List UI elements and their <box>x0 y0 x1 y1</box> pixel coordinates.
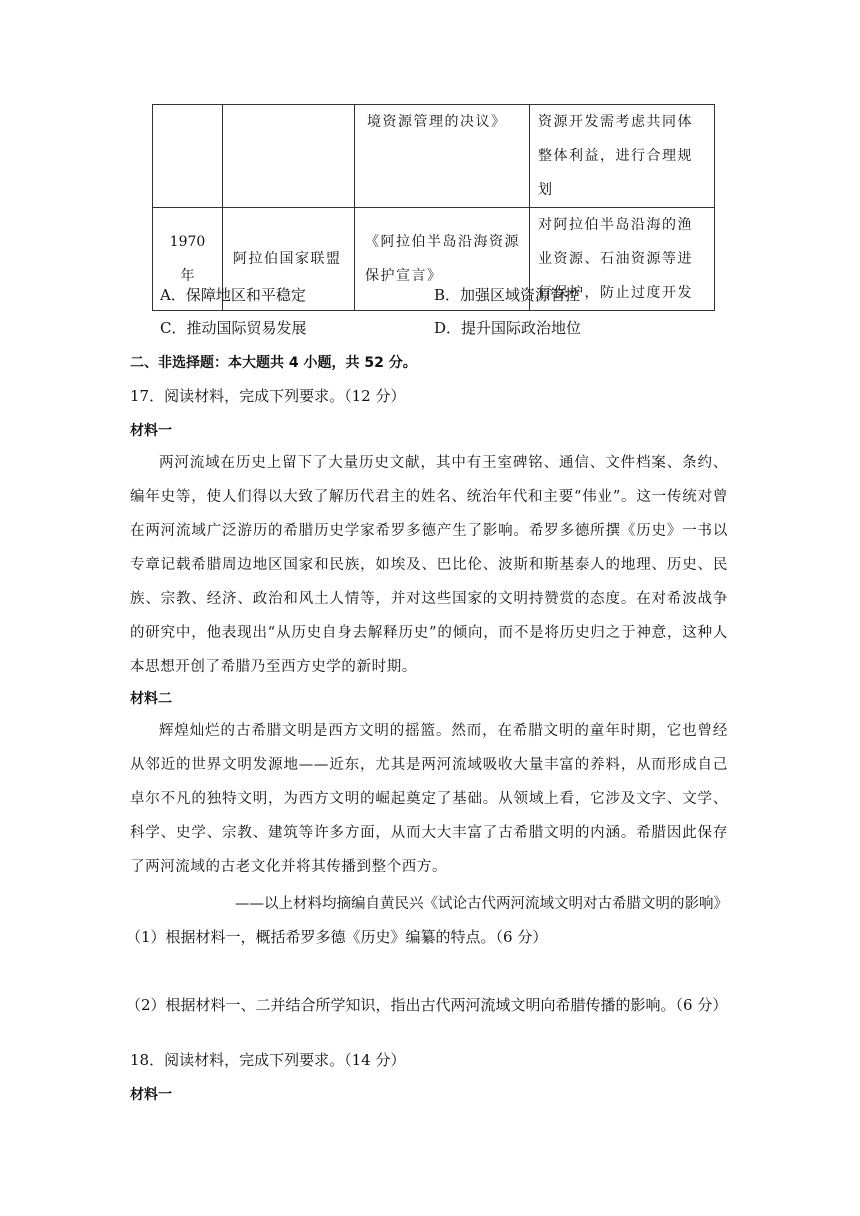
q17-sub-question-2: （2）根据材料一、二并结合所学知识，指出古代两河流域文明向希腊传播的影响。（6 分） <box>126 996 728 1014</box>
year-cell: 1970 年 <box>153 208 223 311</box>
q17-material2-text: 辉煌灿烂的古希腊文明是西方文明的摇篮。然而，在希腊文明的童年时期，它也曾经从邻近的世界文明发源地——近东，尤其是两河流域吸收大量丰富的养料，从而形成自己卓尔不凡的独特文明，为西方文明的崛起奠定了基础。从领域上看，它涉及文字、文学、科学、史学、宗教、建筑等许多方面，从而大大丰富了古希腊文明的内涵。希腊因此保存了两河流域的古老文化并将其传播到整个西方。 <box>130 723 728 875</box>
option-d[interactable]: D．提升国际政治地位 <box>434 319 582 337</box>
actor-cell <box>223 105 355 208</box>
q17-source: ——以上材料均摘编自黄民兴《试论古代两河流域文明对古希腊文明的影响》 <box>235 896 728 912</box>
q17-material2-label: 材料二 <box>130 691 172 707</box>
q17-sub-question-1: （1）根据材料一，概括希罗多德《历史》编纂的特点。（6 分） <box>126 928 548 946</box>
q17-material1-text: 两河流域在历史上留下了大量历史文献，其中有王室碑铭、通信、文件档案、条约、编年史等，使人们得以大致了解历代君主的姓名、统治年代和主要“伟业”。这一传统对曾在两河流域广泛游历的希腊历史学家希罗多德产生了影响。希罗多德所撰《历史》一书以专章记载希腊周边地区国家和民族，如埃及、巴比伦、波斯和斯基泰人的地理、历史、民族、宗教、经济、政治和风土人情等，并对这些国家的文明持赞赏的态度。在对希波战争的研究中，他表现出“从历史自身去解释历史”的倾向，而不是将历史归之于神意，这种人本思想开创了希腊乃至西方史学的新时期。 <box>130 455 728 675</box>
q18-stem: 18．阅读材料，完成下列要求。（14 分） <box>130 1051 406 1069</box>
q18-material1-label: 材料一 <box>130 1087 172 1103</box>
year-cell <box>153 105 223 208</box>
document-cell: 境资源管理的决议》 <box>355 105 530 208</box>
content-cell: 对阿拉伯半岛沿海的渔业资源、石油资源等进行保护，防止过度开发 <box>530 208 715 311</box>
option-b[interactable]: B．加强区域资源管控 <box>434 286 581 304</box>
table-row <box>153 105 715 208</box>
document-cell: 《阿拉伯半岛沿海资源保护宣言》 <box>355 208 530 311</box>
resource-table <box>152 104 715 311</box>
section-title: 二、非选择题：本大题共 4 小题，共 52 分。 <box>130 355 417 371</box>
content-cell: 资源开发需考虑共同体整体利益，进行合理规划 <box>530 105 715 208</box>
option-a[interactable]: A．保障地区和平稳定 <box>160 286 306 304</box>
actor-cell: 阿拉伯国家联盟 <box>223 208 355 311</box>
q17-material1-label: 材料一 <box>130 423 172 439</box>
option-c[interactable]: C．推动国际贸易发展 <box>160 319 307 337</box>
q17-stem: 17．阅读材料，完成下列要求。（12 分） <box>130 387 406 405</box>
